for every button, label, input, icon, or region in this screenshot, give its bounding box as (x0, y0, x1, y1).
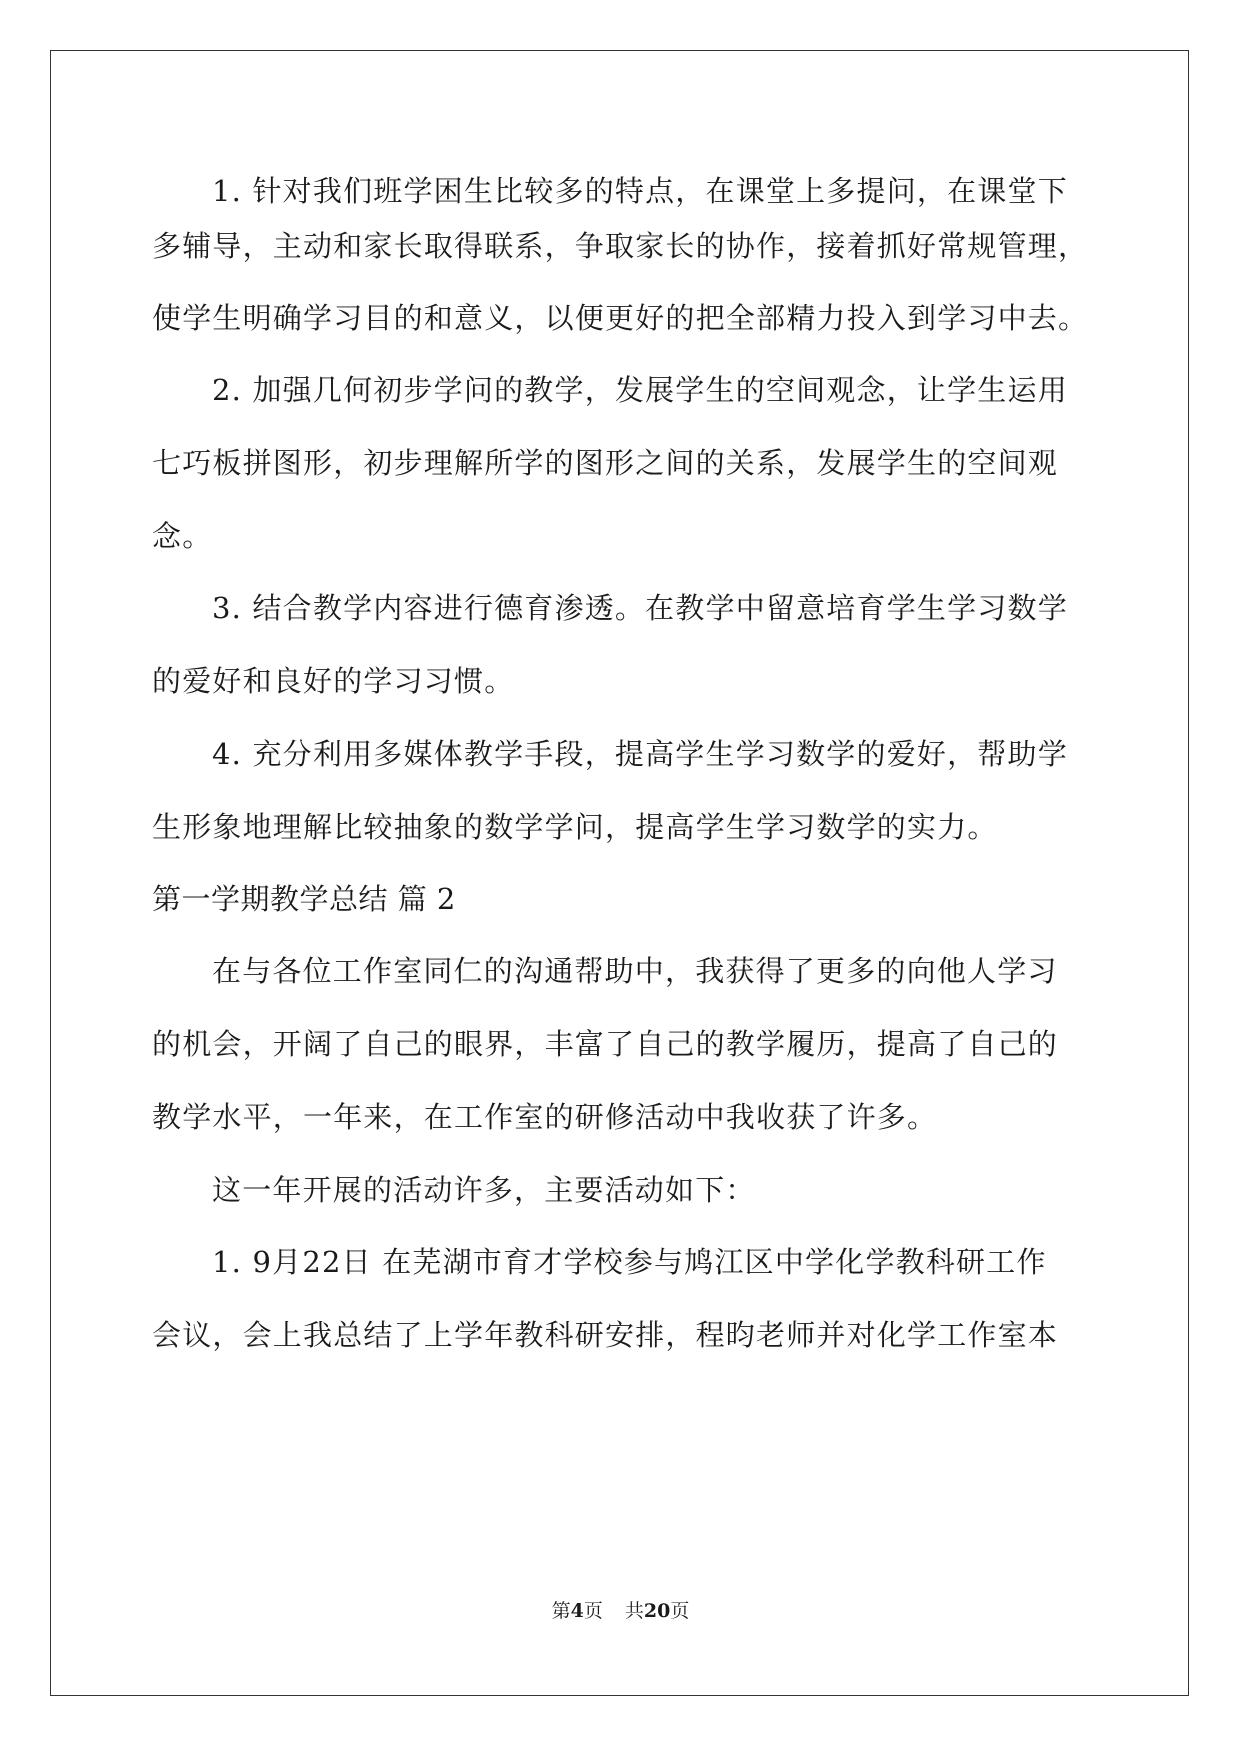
page-number: 4 (570, 1600, 584, 1622)
paragraph-line: 3. 结合教学内容进行德育渗透。在教学中留意培育学生学习数学 (212, 591, 1068, 625)
paragraph-line: 使学生明确学习目的和意义，以便更好的把全部精力投入到学习中去。 (152, 301, 1089, 335)
paragraph-line: 的机会，开阔了自己的眼界，丰富了自己的教学履历，提高了自己的 (152, 1027, 1059, 1061)
paragraph-line: 多辅导，主动和家长取得联系，争取家长的协作，接着抓好常规管理， (152, 229, 1089, 263)
section-heading: 第一学期教学总结 篇 2 (152, 882, 456, 916)
paragraph-line: 这一年开展的活动许多，主要活动如下： (212, 1173, 756, 1207)
total-pages: 20 (643, 1600, 671, 1622)
paragraph-line: 1. 针对我们班学困生比较多的特点，在课堂上多提问，在课堂下 (212, 174, 1068, 208)
paragraph-line: 在与各位工作室同仁的沟通帮助中，我获得了更多的向他人学习 (212, 954, 1058, 988)
page-suffix: 页 (583, 1600, 603, 1622)
paragraph-line: 七巧板拼图形，初步理解所学的图形之间的关系，发展学生的空间观 (152, 446, 1059, 480)
paragraph-line: 的爱好和良好的学习习惯。 (152, 664, 515, 698)
page-footer (0, 1598, 1241, 1624)
paragraph-line: 4. 充分利用多媒体教学手段，提高学生学习数学的爱好，帮助学 (212, 737, 1068, 771)
page-frame (50, 50, 1189, 1696)
paragraph-line: 会议，会上我总结了上学年教科研安排，程昀老师并对化学工作室本 (152, 1318, 1059, 1352)
paragraph-line: 生形象地理解比较抽象的数学学问，提高学生学习数学的实力。 (152, 810, 998, 844)
total-suffix: 页 (670, 1600, 690, 1622)
paragraph-line: 2. 加强几何初步学问的教学，发展学生的空间观念，让学生运用 (212, 373, 1068, 407)
paragraph-line: 念。 (152, 519, 213, 553)
paragraph-line: 1. 9月22日 在芜湖市育才学校参与鸠江区中学化学教科研工作 (212, 1245, 1047, 1279)
total-prefix: 共 (624, 1600, 644, 1622)
page-prefix: 第 (551, 1600, 571, 1622)
paragraph-line: 教学水平，一年来，在工作室的研修活动中我收获了许多。 (152, 1100, 938, 1134)
